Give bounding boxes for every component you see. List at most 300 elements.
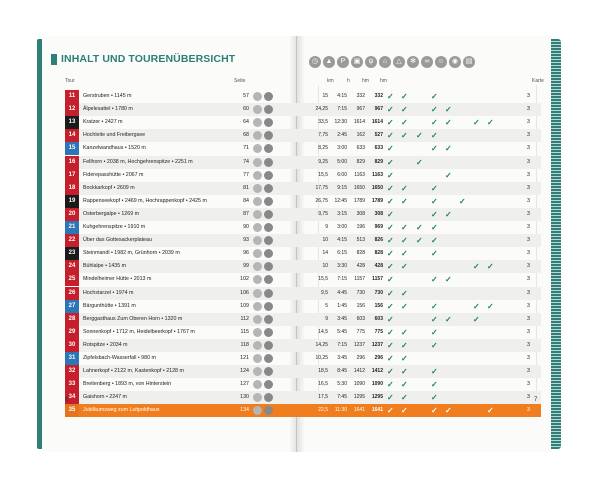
table-row [65, 326, 541, 339]
tour-number: 11 [65, 90, 79, 103]
tour-descent: 1650 [371, 184, 383, 191]
tour-page: 124 [240, 368, 249, 375]
check-icon: ✓ [401, 327, 408, 337]
tour-km: 18,5 [318, 368, 328, 375]
tour-descent: 969 [374, 224, 383, 230]
tour-feature-checks [387, 247, 527, 260]
family-icon [264, 131, 273, 140]
tour-number: 14 [65, 129, 79, 142]
tour-name: Osterbergalpe • 1269 m [83, 210, 140, 217]
tour-feature-checks [387, 234, 527, 247]
tour-km: 10,25 [315, 355, 328, 361]
tour-hours: 5:30 [337, 381, 347, 388]
check-icon: ✓ [401, 288, 408, 298]
tour-page: 115 [240, 328, 249, 335]
check-icon: ✓ [473, 118, 480, 128]
check-icon: ✓ [387, 183, 394, 193]
tour-km: 22,5 [318, 407, 328, 414]
tour-ascent: 513 [356, 237, 365, 244]
check-icon: ✓ [431, 183, 438, 193]
tour-name: Breitenberg • 1893 m, von Hinterstein [83, 381, 172, 388]
tour-feature-checks [387, 90, 527, 103]
tour-hours: 12:30 [334, 119, 347, 126]
tour-feature-checks [387, 339, 527, 352]
tour-km: 26,75 [315, 197, 328, 204]
family-icon [264, 341, 273, 350]
tour-name: Gaishorn • 2247 m [83, 394, 127, 401]
food-icon: ψ [365, 56, 377, 68]
tour-name: Hochstarzel • 1974 m [83, 289, 134, 296]
tour-map: 3 [527, 250, 530, 257]
tour-name: Älpelesattel • 1780 m [83, 106, 133, 113]
difficulty-icon [253, 328, 262, 337]
table-row [65, 378, 541, 391]
tour-number: 22 [65, 234, 79, 247]
tour-feature-checks [387, 260, 527, 273]
difficulty-icon [253, 262, 262, 271]
tour-descent: 828 [374, 250, 383, 257]
table-row [65, 234, 541, 247]
check-icon: ✓ [401, 105, 408, 115]
tour-ascent: 1412 [353, 368, 365, 375]
check-icon: ✓ [387, 406, 394, 416]
tour-number: 15 [65, 142, 79, 155]
family-icon [264, 302, 273, 311]
tour-badges [253, 289, 273, 298]
tour-ascent: 332 [356, 93, 365, 99]
check-icon: ✓ [473, 262, 480, 272]
tour-badges [253, 262, 273, 271]
tour-number: 19 [65, 195, 79, 208]
check-icon: ✓ [401, 92, 408, 101]
check-icon: ✓ [431, 275, 438, 285]
table-row [65, 365, 541, 378]
check-icon: ✓ [401, 118, 408, 128]
tour-page: 57 [243, 93, 249, 99]
tour-page: 93 [243, 237, 249, 244]
tour-map: 3 [527, 158, 530, 165]
tour-descent: 1237 [371, 341, 383, 348]
family-icon: ☺ [435, 56, 447, 68]
tour-feature-checks [387, 300, 527, 313]
difficulty-icon [253, 131, 262, 140]
tour-page: 130 [240, 394, 249, 401]
tour-km: 15,5 [318, 276, 328, 283]
check-icon: ✓ [431, 393, 438, 403]
tour-ascent: 1157 [354, 276, 365, 283]
check-icon: ✓ [431, 144, 438, 154]
check-icon: ✓ [401, 380, 408, 390]
tour-ascent: 829 [356, 158, 365, 165]
check-icon: ✓ [401, 406, 408, 416]
tour-name: Mindelheimer Hütte • 2013 m [83, 276, 152, 283]
family-icon [264, 367, 273, 376]
tour-number: 23 [65, 247, 79, 260]
tour-number: 31 [65, 352, 79, 365]
tour-name: Steinmandl • 1982 m, Grünhorn • 2039 m [83, 250, 180, 257]
check-icon: ✓ [401, 367, 408, 377]
check-icon: ✓ [431, 131, 438, 141]
tour-feature-checks [387, 169, 527, 182]
tour-km: 15,5 [318, 171, 328, 178]
page-number-right: 7 [534, 397, 538, 403]
check-icon: ✓ [387, 157, 394, 167]
check-icon: ✓ [431, 118, 438, 128]
tour-km: 14,5 [318, 328, 328, 335]
tour-map: 3 [527, 171, 530, 178]
family-icon [264, 406, 273, 415]
tour-descent: 1090 [371, 381, 383, 388]
tour-number: 34 [65, 391, 79, 404]
tour-feature-checks [387, 352, 527, 365]
tour-name: Berggasthaus Zum Oberen Horn • 1320 m [83, 315, 183, 322]
tour-feature-checks [387, 273, 527, 286]
tour-feature-checks [387, 326, 527, 339]
tour-hours: 8:45 [337, 368, 347, 375]
tour-map: 3 [527, 368, 530, 375]
tour-map: 3 [527, 106, 530, 113]
check-icon: ✓ [487, 301, 494, 311]
check-icon: ✓ [445, 209, 452, 219]
tour-km: 7,75 [318, 132, 328, 139]
tour-ascent: 603 [356, 315, 365, 322]
difficulty-icon [253, 92, 262, 101]
tour-hours: 3:45 [337, 315, 347, 322]
tour-name: Lahnerkopf • 2122 m, Kastenkopf • 2128 m [83, 368, 184, 375]
check-icon: ✓ [401, 183, 408, 193]
table-row [65, 116, 541, 129]
tour-ascent: 775 [356, 328, 365, 335]
tour-ascent: 1641 [353, 407, 365, 414]
difficulty-icon [253, 289, 262, 298]
title-marker [51, 54, 57, 65]
tour-descent: 967 [374, 106, 383, 113]
check-icon: ✓ [387, 354, 394, 363]
tour-hours: 2:45 [337, 132, 347, 139]
tour-map: 3 [527, 145, 530, 152]
check-icon: ✓ [431, 314, 438, 324]
difficulty-icon [253, 275, 262, 284]
header-hm-ascent: hm [362, 78, 369, 84]
tour-descent: 428 [374, 263, 383, 270]
tour-name: Rotspitze • 2034 m [83, 341, 128, 348]
tour-number: 21 [65, 221, 79, 234]
tour-badges [253, 223, 273, 232]
bus-icon: ▣ [351, 56, 363, 68]
tour-ascent: 296 [356, 355, 365, 361]
family-icon [264, 118, 273, 127]
check-icon: ✓ [387, 327, 394, 337]
dog-icon: ◉ [449, 56, 461, 68]
tour-ascent: 1295 [353, 394, 365, 401]
tour-number: 16 [65, 156, 79, 169]
check-icon: ✓ [459, 196, 466, 206]
difficulty-icon [253, 171, 262, 180]
check-icon: ✓ [387, 288, 394, 298]
difficulty-icon [253, 367, 262, 376]
family-icon [264, 210, 273, 219]
tour-hours: 4:45 [337, 289, 347, 296]
table-row [65, 103, 541, 116]
check-icon: ✓ [387, 209, 394, 219]
table-row [65, 129, 541, 142]
difficulty-icon [253, 118, 262, 127]
tour-name: Bockkarkopf • 2609 m [83, 184, 135, 191]
check-icon: ✓ [487, 262, 494, 272]
tour-map: 3 [527, 224, 530, 230]
header-hm-descent: hm [380, 78, 387, 84]
tour-number: 18 [65, 182, 79, 195]
tour-descent: 332 [374, 93, 383, 99]
snowflake-icon: ✻ [407, 56, 419, 68]
tour-hours: 11:30 [334, 407, 347, 414]
tour-ascent: 428 [356, 263, 365, 270]
tour-page: 71 [243, 145, 249, 152]
check-icon: ✓ [431, 406, 438, 416]
check-icon: ✓ [445, 406, 452, 416]
tour-page: 64 [243, 119, 249, 126]
check-icon: ✓ [387, 249, 394, 259]
tour-name: Kratzer • 2427 m [83, 119, 123, 126]
tour-map: 3 [527, 276, 530, 283]
check-icon: ✓ [387, 367, 394, 377]
header-h: h [347, 78, 350, 84]
tour-map: 3 [527, 210, 530, 217]
tour-map: 3 [527, 302, 530, 309]
tour-name: Zipfelsbach-Wasserfall • 980 m [83, 355, 156, 361]
check-icon: ✓ [387, 118, 394, 128]
tour-hours: 4:15 [337, 93, 347, 99]
legend-icons [309, 56, 475, 68]
table-row [65, 142, 541, 155]
tour-km: 9 [325, 315, 328, 322]
book-cover-edge-right [551, 39, 561, 449]
tour-map: 3 [527, 341, 530, 348]
difficulty-icon [253, 223, 262, 232]
family-icon [264, 354, 273, 363]
difficulty-icon [253, 341, 262, 350]
check-icon: ✓ [445, 118, 452, 128]
tour-descent: 775 [374, 328, 383, 335]
table-row [65, 247, 541, 260]
tour-ascent: 1650 [353, 184, 365, 191]
difficulty-icon [253, 393, 262, 402]
check-icon: ✓ [401, 393, 408, 403]
check-icon: ✓ [387, 393, 394, 403]
check-icon: ✓ [401, 249, 408, 259]
check-icon: ✓ [487, 118, 494, 128]
tour-km: 16,5 [318, 381, 328, 388]
check-icon: ✓ [431, 367, 438, 377]
tour-hours: 5:00 [337, 158, 347, 165]
check-icon: ✓ [387, 314, 394, 324]
check-icon: ✓ [431, 236, 438, 246]
bike-icon: ∞ [421, 56, 433, 68]
tour-number: 27 [65, 300, 79, 313]
family-icon [264, 249, 273, 258]
tour-descent: 1789 [371, 197, 383, 204]
tour-feature-checks [387, 116, 527, 129]
tour-feature-checks [387, 142, 527, 155]
family-icon [264, 380, 273, 389]
tour-km: 10 [322, 237, 328, 244]
tour-name: Fellhorn • 2038 m, Hochgehrenspitze • 2251 m [83, 158, 193, 165]
table-row [65, 300, 541, 313]
check-icon: ✓ [387, 105, 394, 115]
tour-number: 35 [65, 404, 79, 417]
table-row [65, 221, 541, 234]
tour-page: 81 [243, 184, 249, 191]
tour-number: 29 [65, 326, 79, 339]
tour-badges [253, 236, 273, 245]
table-row [65, 156, 541, 169]
tour-km: 17,5 [318, 394, 328, 401]
tour-km: 9,75 [318, 210, 328, 217]
check-icon: ✓ [431, 209, 438, 219]
tour-descent: 829 [374, 158, 383, 165]
tour-map: 3 [527, 355, 530, 361]
tour-page: 90 [243, 224, 249, 230]
tour-ascent: 156 [356, 302, 365, 309]
check-icon: ✓ [401, 196, 408, 206]
tour-badges [253, 197, 273, 206]
tour-number: 24 [65, 260, 79, 273]
tour-badges [253, 92, 273, 101]
tour-descent: 1412 [371, 368, 383, 375]
difficulty-icon [253, 380, 262, 389]
tour-number: 17 [65, 169, 79, 182]
tour-descent: 1641 [371, 407, 383, 414]
table-row [65, 287, 541, 300]
tour-descent: 1157 [372, 276, 383, 283]
table-row [65, 339, 541, 352]
tour-badges [253, 406, 273, 415]
tour-hours: 1:45 [337, 302, 347, 309]
tour-descent: 730 [374, 289, 383, 296]
tour-page: 134 [240, 407, 249, 414]
tour-descent: 527 [374, 132, 383, 139]
tour-name: Hochleite und Freibergsee [83, 132, 146, 139]
tour-km: 9,25 [318, 158, 328, 165]
check-icon: ✓ [387, 380, 394, 390]
check-icon: ✓ [401, 262, 408, 272]
table-row [65, 182, 541, 195]
tour-badges [253, 275, 273, 284]
tour-map: 3 [527, 289, 530, 296]
tour-hours: 3:00 [337, 224, 347, 230]
tour-page: 84 [243, 197, 249, 204]
tour-descent: 296 [374, 355, 383, 361]
family-icon [264, 275, 273, 284]
tour-name: Bärgunthütte • 1391 m [83, 302, 136, 309]
tour-km: 5 [325, 302, 328, 309]
tour-descent: 156 [374, 302, 383, 309]
tour-page: 121 [240, 355, 249, 361]
tour-number: 20 [65, 208, 79, 221]
tour-descent: 826 [374, 237, 383, 244]
table-row [65, 90, 541, 103]
family-icon [264, 328, 273, 337]
page-title: INHALT UND TOURENÜBERSICHT [61, 53, 236, 65]
tour-ascent: 196 [356, 224, 365, 230]
tour-feature-checks [387, 208, 527, 221]
tour-km: 14,25 [315, 341, 328, 348]
tour-name: Bühlalpe • 1435 m [83, 263, 127, 270]
tour-descent: 308 [374, 210, 383, 217]
tour-descent: 1614 [371, 119, 383, 126]
tour-feature-checks [387, 313, 527, 326]
tour-hours: 6:00 [337, 171, 347, 178]
tour-page: 102 [240, 276, 249, 283]
tour-name: Kanzelwandhaus • 1520 m [83, 145, 146, 152]
tour-badges [253, 380, 273, 389]
tour-page: 68 [243, 132, 249, 139]
table-row [65, 404, 541, 417]
tour-km: 14 [322, 250, 328, 257]
tour-page: 87 [243, 210, 249, 217]
tour-map: 3 [527, 93, 530, 99]
tour-feature-checks [387, 391, 527, 404]
tour-name: Über das Gottesackerplateau [83, 237, 152, 244]
difficulty-icon [253, 406, 262, 415]
check-icon: ✓ [431, 105, 438, 115]
tour-km: 24,25 [315, 106, 328, 113]
tour-feature-checks [387, 129, 527, 142]
tour-badges [253, 131, 273, 140]
tour-feature-checks [387, 182, 527, 195]
difficulty-icon [253, 354, 262, 363]
tour-km: 15 [322, 93, 328, 99]
tour-hours: 5:45 [337, 328, 347, 335]
check-icon: ✓ [473, 301, 480, 311]
tour-descent: 1163 [372, 171, 383, 178]
tour-number: 13 [65, 116, 79, 129]
family-icon [264, 171, 273, 180]
tour-km: 10 [322, 263, 328, 270]
tour-map: 3 [527, 328, 530, 335]
check-icon: ✓ [416, 236, 423, 246]
tour-name: Fiderepasshütte • 2067 m [83, 171, 144, 178]
check-icon: ✓ [431, 249, 438, 259]
check-icon: ✓ [487, 406, 494, 416]
difficulty-icon [253, 158, 262, 167]
tour-hours: 7:15 [337, 106, 347, 113]
check-icon: ✓ [431, 380, 438, 390]
check-icon: ✓ [387, 340, 394, 350]
tour-hours: 7:45 [337, 394, 347, 401]
tour-badges [253, 105, 273, 114]
tour-badges [253, 144, 273, 153]
tour-name: Rappenseekopf • 2469 m, Hochrappenkopf • 2425 m [83, 197, 207, 204]
table-row [65, 313, 541, 326]
tour-km: 9,5 [321, 289, 328, 296]
tour-ascent: 1789 [353, 197, 365, 204]
check-icon: ✓ [445, 275, 452, 285]
tour-badges [253, 118, 273, 127]
tour-ascent: 1614 [353, 119, 365, 126]
tour-hours: 3:45 [337, 355, 347, 361]
tour-badges [253, 184, 273, 193]
tour-badges [253, 302, 273, 311]
tour-badges [253, 328, 273, 337]
difficulty-icon [253, 210, 262, 219]
tour-map: 3 [527, 394, 530, 401]
family-icon [264, 144, 273, 153]
header-seite: Seite [234, 78, 246, 84]
tour-badges [253, 171, 273, 180]
summit-icon: △ [393, 56, 405, 68]
check-icon: ✓ [431, 92, 438, 101]
